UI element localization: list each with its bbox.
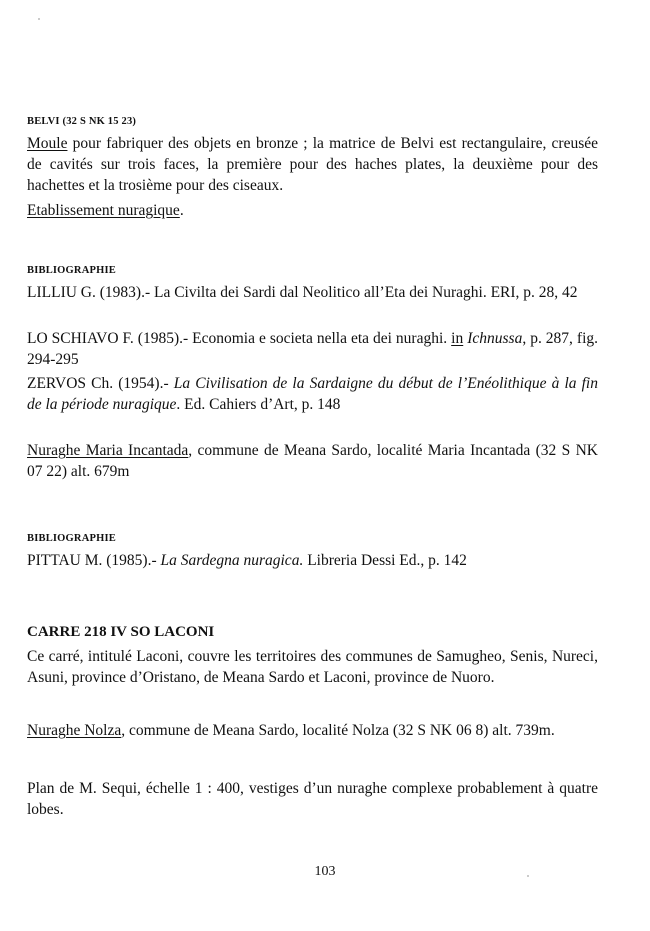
bibliography-title-2: BIBLIOGRAPHIE xyxy=(27,533,116,544)
nuraghe-maria-incantada-paragraph xyxy=(27,440,598,482)
carre-paragraph: Ce carré, intitulé Laconi, couvre les territoires des communes de Samugheo, Senis, Nureci, Asuni, province d’Oristano, de Meana Sardo et Laconi, province de Nuoro. xyxy=(27,648,598,686)
nolza-name: Nuraghe Nolza xyxy=(27,722,122,739)
maria-incantada-name: Nuraghe Maria Incantada xyxy=(27,442,189,459)
scan-speck xyxy=(38,18,40,20)
maria-incantada-text: , commune de Meana Sardo, localité Maria Incantada (32 S NK 07 22) alt. 679m xyxy=(27,442,598,480)
page-number: 103 xyxy=(314,864,336,879)
bibliography-ref-loschiavo xyxy=(27,328,598,370)
nolza-text: , commune de Meana Sardo, localité Nolza (32 S NK 06 8) alt. 739m. xyxy=(121,722,555,739)
ref2-pre: LO SCHIAVO F. (1985).- Economia e societa nella eta dei nuraghi. xyxy=(27,330,452,347)
nuraghe-nolza-paragraph xyxy=(27,720,598,741)
plan-paragraph: Plan de M. Sequi, échelle 1 : 400, vestiges d’un nuraghe complexe probablement à quatre lobes. xyxy=(27,780,598,818)
moule-text: pour fabriquer des objets en bronze ; la matrice de Belvi est rectangulaire, creusée de cavités sur trois faces, la première pour des haches plates, la deuxième pour des hachettes et la trosième pour des ciseaux. xyxy=(27,135,598,194)
moule-term: Moule xyxy=(27,135,68,152)
pittau-post: Libreria Dessi Ed., p. 142 xyxy=(303,552,467,569)
bibliography-ref-pittau xyxy=(27,550,598,571)
bibliography-title-1: BIBLIOGRAPHIE xyxy=(27,265,116,276)
belvi-paragraph xyxy=(27,133,598,196)
ref3-title: La Civilisation de la Sardaigne du début de l’Enéolithique à la fin de la période nuragique xyxy=(27,375,598,413)
ref2-post: , p. 287, fig. 294-295 xyxy=(27,330,599,368)
pittau-pre: PITTAU M. (1985).- xyxy=(27,552,161,569)
ref3-post: . Ed. Cahiers d’Art, p. 148 xyxy=(176,396,341,413)
etablissement-line xyxy=(27,200,598,221)
etablissement-suffix: . xyxy=(179,202,184,219)
ref2-in: in xyxy=(451,330,464,347)
ref3-pre: ZERVOS Ch. (1954).- xyxy=(27,375,174,392)
bibliography-ref-lilliu: LILLIU G. (1983).- La Civilta dei Sardi dal Neolitico all’Eta dei Nuraghi. ERI, p. 28, 42 xyxy=(27,284,578,301)
ref2-title: Ichnussa xyxy=(467,330,523,347)
bibliography-ref-zervos xyxy=(27,373,598,415)
section-heading-carre: CARRE 218 IV SO LACONI xyxy=(27,624,215,640)
pittau-title: La Sardegna nuragica. xyxy=(160,552,304,569)
section-header-belvi: BELVI (32 S NK 15 23) xyxy=(27,116,137,127)
etablissement-term: Etablissement nuragique xyxy=(27,202,180,219)
